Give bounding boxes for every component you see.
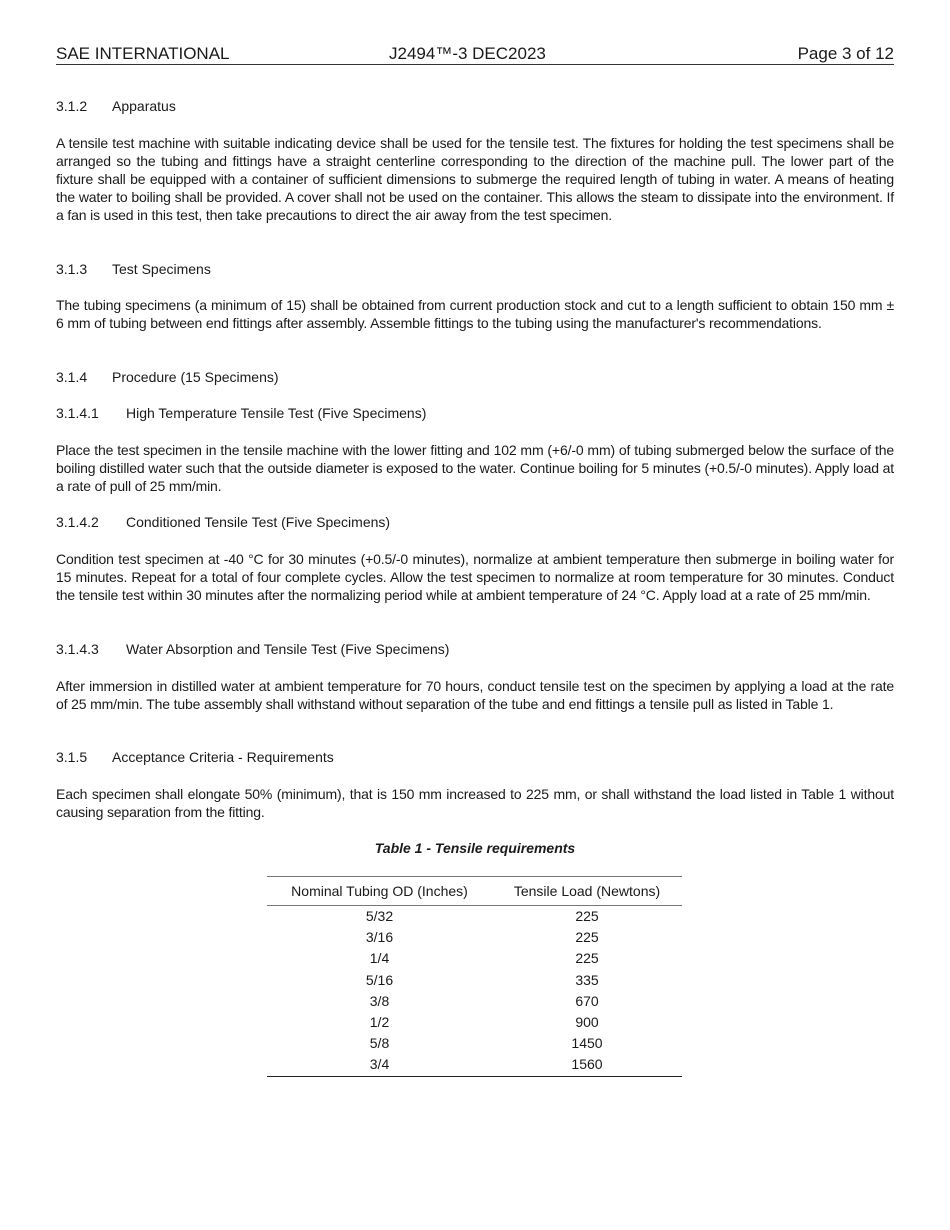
tubing-od-cell: 5/16 xyxy=(365,971,394,988)
section-title: Acceptance Criteria - Requirements xyxy=(112,749,334,765)
table-row xyxy=(267,927,682,948)
table-caption: Table 1 - Tensile requirements xyxy=(374,840,576,856)
tensile-load-cell: 900 xyxy=(575,1014,599,1031)
section-title: Procedure (15 Specimens) xyxy=(112,369,279,385)
section-number: 3.1.4.3 xyxy=(56,641,99,657)
section-body: Place the test specimen in the tensile machine with the lower fitting and 102 mm (+6/-0 mm) of tubing submerged below the surface of the boiling distilled water such that the outside diameter is exposed to the water. Continue boiling for 5 minutes (+0.5/-0 minutes). Apply load at a rate of pull of 25 mm/min. xyxy=(56,442,894,494)
section-heading xyxy=(56,640,450,658)
section-number: 3.1.4.1 xyxy=(56,405,99,421)
section-body: After immersion in distilled water at ambient temperature for 70 hours, conduct tensile test on the specimen by applying a load at the rate of 25 mm/min. The tube assembly shall withstand without separation of the tube and end fittings a tensile pull as listed in Table 1. xyxy=(56,678,894,712)
section-title: Water Absorption and Tensile Test (Five Specimens) xyxy=(126,641,450,657)
tubing-od-cell: 3/4 xyxy=(267,1054,492,1076)
section-heading xyxy=(56,404,427,422)
section-heading xyxy=(56,368,279,386)
section-number: 3.1.2 xyxy=(56,98,88,114)
tensile-load-cell: 1450 xyxy=(571,1035,603,1052)
tensile-load-cell: 335 xyxy=(575,971,599,988)
section-heading xyxy=(56,260,211,278)
section-heading xyxy=(56,513,391,531)
section-title: Conditioned Tensile Test (Five Specimens) xyxy=(126,514,391,530)
header-org: SAE INTERNATIONAL xyxy=(56,44,230,63)
table-row xyxy=(267,970,682,991)
header-doc-id: J2494™-3 DEC2023 xyxy=(389,44,546,63)
tensile-requirements-table xyxy=(267,876,682,1077)
section-heading xyxy=(56,748,334,766)
section-number: 3.1.5 xyxy=(56,749,88,765)
tubing-od-cell: 3/8 xyxy=(369,992,390,1009)
table-row xyxy=(267,1033,682,1054)
column-header-tensile-load: Tensile Load (Newtons) xyxy=(492,877,682,906)
section-body: Condition test specimen at -40 °C for 30 minutes (+0.5/-0 minutes), normalize at ambient temperature then submerge in boiling water for 15 minutes. Repeat for a total of four complete cycles. Allow the test specimen to normalize at room temperature for 30 minutes. Conduct the tensile test within 30 minutes after the normalizing period while at ambient temperature of 24 °C. Apply load at a rate of 25 mm/min. xyxy=(56,551,894,603)
section-title: Apparatus xyxy=(112,98,176,114)
page-header xyxy=(56,44,894,65)
tensile-load-cell: 225 xyxy=(575,908,599,925)
section-number: 3.1.4 xyxy=(56,369,88,385)
tubing-od-cell: 1/4 xyxy=(369,950,390,967)
tensile-load-cell: 1560 xyxy=(492,1054,682,1076)
tubing-od-cell: 3/16 xyxy=(365,929,394,946)
table-header-row xyxy=(267,877,682,906)
table-row xyxy=(267,948,682,969)
section-body: Each specimen shall elongate 50% (minimum), that is 150 mm increased to 225 mm, or shall withstand the load listed in Table 1 without causing separation from the fitting. xyxy=(56,786,894,820)
section-number: 3.1.3 xyxy=(56,261,88,277)
section-heading xyxy=(56,97,176,115)
tubing-od-cell: 5/8 xyxy=(369,1035,390,1052)
section-title: Test Specimens xyxy=(112,261,211,277)
section-number: 3.1.4.2 xyxy=(56,514,99,530)
table-row xyxy=(267,1054,682,1076)
table-row xyxy=(267,906,682,928)
tensile-load-cell: 670 xyxy=(575,992,599,1009)
tubing-od-cell: 5/32 xyxy=(365,908,394,925)
section-body: The tubing specimens (a minimum of 15) shall be obtained from current production stock and cut to a length sufficient to obtain 150 mm ± 6 mm of tubing between end fittings after assembly. Assemble fittings to the tubing using the manufacturer's recommendations. xyxy=(56,297,894,331)
table-row xyxy=(267,991,682,1012)
table-row xyxy=(267,1012,682,1033)
section-body: A tensile test machine with suitable indicating device shall be used for the tensile test. The fixtures for holding the test specimens shall be arranged so the tubing and fittings have a straight centerline corresponding to the direction of the machine pull. The lower part of the fixture shall be equipped with a container of sufficient dimensions to submerge the required length of tubing in water. A means of heating the water to boiling shall be provided. A cover shall not be used on the container. This allows the steam to dissipate into the environment. If a fan is used in this test, then take precautions to direct the air away from the test specimen. xyxy=(56,135,894,223)
tensile-load-cell: 225 xyxy=(575,950,599,967)
tubing-od-cell: 1/2 xyxy=(369,1014,390,1031)
header-page-number: Page 3 of 12 xyxy=(797,44,894,63)
section-title: High Temperature Tensile Test (Five Specimens) xyxy=(126,405,427,421)
column-header-tubing-od: Nominal Tubing OD (Inches) xyxy=(267,877,492,906)
tensile-load-cell: 225 xyxy=(575,929,599,946)
